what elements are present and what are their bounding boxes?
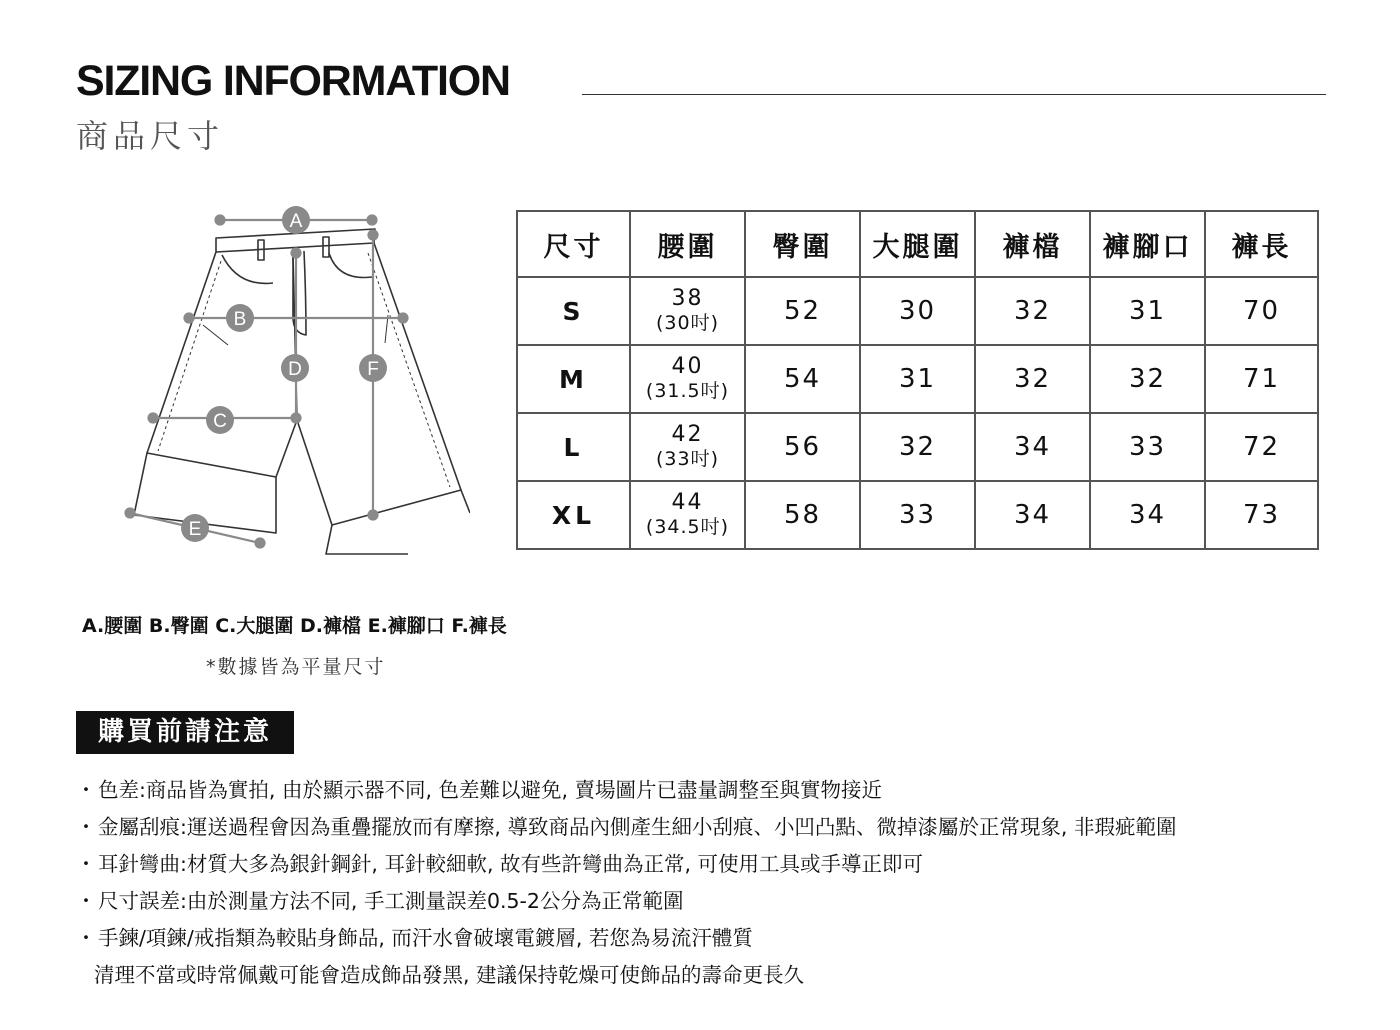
page-title: SIZING INFORMATION bbox=[76, 57, 510, 105]
thigh-cell: 30 bbox=[860, 277, 975, 345]
label-a: A bbox=[289, 211, 303, 232]
hem-cell: 31 bbox=[1090, 277, 1205, 345]
notice-text: 耳針彎曲:材質大多為銀針鋼針, 耳針較細軟, 故有些許彎曲為正常, 可使用工具或手導正即可 bbox=[98, 852, 924, 876]
length-cell: 70 bbox=[1205, 277, 1318, 345]
rise-cell: 32 bbox=[975, 277, 1090, 345]
waist-cell bbox=[630, 277, 745, 345]
notice-text: 色差:商品皆為實拍, 由於顯示器不同, 色差難以避免, 賣場圖片已盡量調整至與實物接近 bbox=[98, 778, 883, 802]
bullet: ・ bbox=[75, 815, 97, 839]
rise-cell: 34 bbox=[975, 481, 1090, 549]
title-divider bbox=[582, 94, 1326, 95]
label-d: D bbox=[288, 359, 302, 380]
notice-text: 清理不當或時常佩戴可能會造成飾品發黑, 建議保持乾燥可使飾品的壽命更長久 bbox=[94, 963, 805, 987]
thigh-cell: 31 bbox=[860, 345, 975, 413]
header-rise: 褲檔 bbox=[975, 211, 1090, 277]
notice-heading: 購買前請注意 bbox=[76, 711, 294, 754]
length-cell: 71 bbox=[1205, 345, 1318, 413]
length-cell: 73 bbox=[1205, 481, 1318, 549]
rise-cell: 34 bbox=[975, 413, 1090, 481]
hem-cell: 33 bbox=[1090, 413, 1205, 481]
size-cell: L bbox=[517, 413, 630, 481]
notice-text: 金屬刮痕:運送過程會因為重疊擺放而有摩擦, 導致商品內側產生細小刮痕、小凹凸點、微掉漆屬於正常現象, 非瑕疵範圍 bbox=[98, 815, 1177, 839]
page-subtitle: 商品尺寸 bbox=[76, 117, 225, 155]
table-row bbox=[517, 345, 1318, 413]
header-thigh: 大腿圍 bbox=[860, 211, 975, 277]
bullet: ・ bbox=[75, 778, 97, 802]
hem-cell: 32 bbox=[1090, 345, 1205, 413]
bullet: ・ bbox=[75, 889, 97, 913]
waist-inch: (34.5吋) bbox=[645, 516, 730, 538]
hip-cell: 56 bbox=[745, 413, 860, 481]
notice-text: 尺寸誤差:由於測量方法不同, 手工測量誤差0.5-2公分為正常範圍 bbox=[98, 889, 684, 913]
label-f: F bbox=[367, 359, 379, 380]
size-table bbox=[516, 210, 1319, 550]
waist-cm: 42 bbox=[671, 422, 704, 447]
waist-inch: (31.5吋) bbox=[645, 380, 730, 402]
table-header-row bbox=[517, 211, 1318, 277]
notice-list bbox=[74, 772, 1176, 994]
list-item bbox=[74, 772, 1176, 809]
rise-cell: 32 bbox=[975, 345, 1090, 413]
waist-cell bbox=[630, 481, 745, 549]
header-length: 褲長 bbox=[1205, 211, 1318, 277]
measurement-legend: A.腰圍 B.臀圍 C.大腿圍 D.褲檔 E.褲腳口 F.褲長 bbox=[82, 615, 507, 637]
measurement-note: *數據皆為平量尺寸 bbox=[206, 656, 386, 678]
table-row bbox=[517, 413, 1318, 481]
thigh-cell: 33 bbox=[860, 481, 975, 549]
waist-cm: 40 bbox=[671, 354, 704, 379]
list-item bbox=[74, 883, 1176, 920]
waist-cell bbox=[630, 413, 745, 481]
list-item-continuation bbox=[74, 957, 1176, 994]
size-cell: M bbox=[517, 345, 630, 413]
header-hem: 褲腳口 bbox=[1090, 211, 1205, 277]
shorts-diagram bbox=[110, 195, 470, 555]
waist-cm: 44 bbox=[671, 490, 704, 515]
waist-cm: 38 bbox=[671, 286, 704, 311]
list-item bbox=[74, 809, 1176, 846]
size-cell: XL bbox=[517, 481, 630, 549]
right-leg-outline bbox=[297, 243, 461, 525]
bullet: ・ bbox=[75, 852, 97, 876]
header-waist: 腰圍 bbox=[630, 211, 745, 277]
list-item bbox=[74, 920, 1176, 957]
hem-cell: 34 bbox=[1090, 481, 1205, 549]
left-leg-outline bbox=[147, 252, 297, 477]
hip-cell: 52 bbox=[745, 277, 860, 345]
list-item bbox=[74, 846, 1176, 883]
label-c: C bbox=[213, 411, 227, 432]
table-row bbox=[517, 481, 1318, 549]
size-cell: S bbox=[517, 277, 630, 345]
waist-inch: (33吋) bbox=[655, 448, 719, 470]
label-b: B bbox=[233, 309, 247, 330]
waist-cell bbox=[630, 345, 745, 413]
thigh-cell: 32 bbox=[860, 413, 975, 481]
bullet: ・ bbox=[75, 926, 97, 950]
notice-text: 手鍊/項鍊/戒指類為較貼身飾品, 而汗水會破壞電鍍層, 若您為易流汗體質 bbox=[98, 926, 753, 950]
hip-cell: 58 bbox=[745, 481, 860, 549]
label-e: E bbox=[188, 519, 202, 540]
belt-loop-right bbox=[323, 237, 329, 257]
length-cell: 72 bbox=[1205, 413, 1318, 481]
waist-inch: (30吋) bbox=[655, 312, 719, 334]
header-hip: 臀圍 bbox=[745, 211, 860, 277]
header-size: 尺寸 bbox=[517, 211, 630, 277]
table-row bbox=[517, 277, 1318, 345]
hip-cell: 54 bbox=[745, 345, 860, 413]
